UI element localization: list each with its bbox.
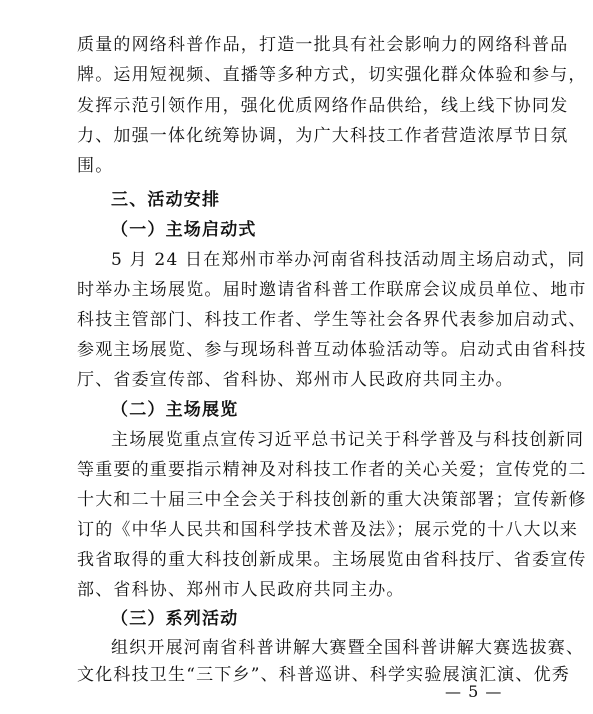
- page-number: — 5 —: [445, 682, 503, 701]
- section-heading: 三、活动安排: [111, 190, 221, 210]
- body-text-line: 我省取得的重大科技创新成果。主场展览由省科技厅、省委宣传: [77, 550, 587, 570]
- body-text-line: 5 月 24 日在郑州市举办河南省科技活动周主场启动式，同: [111, 250, 586, 270]
- body-text-line: 文化科技卫生“三下乡”、科普巡讲、科学实验展演汇演、优秀: [77, 665, 570, 685]
- body-text-line: 主场展览重点宣传习近平总书记关于科学普及与科技创新同: [111, 430, 585, 450]
- body-text-line: 围。: [77, 156, 114, 176]
- body-text-line: 牌。运用短视频、直播等多种方式，切实强化群众体验和参与，: [77, 65, 587, 85]
- body-text-line: 等重要的重要指示精神及对科技工作者的关心关爱；宣传党的二: [77, 460, 587, 480]
- body-text-line: 力、加强一体化统筹协调，为广大科技工作者营造浓厚节日氛: [77, 126, 569, 146]
- body-text-line: 订的《中华人民共和国科学技术普及法》；展示党的十八大以来: [77, 520, 579, 540]
- subsection-heading: （三）系列活动: [111, 609, 239, 629]
- body-text-line: 部、省科协、郑州市人民政府共同主办。: [77, 580, 405, 600]
- body-text-line: 厅、省委宣传部、省科协、郑州市人民政府共同主办。: [77, 370, 514, 390]
- body-text-line: 发挥示范引领作用，强化优质网络作品供给，线上线下协同发: [77, 96, 569, 116]
- body-text-line: 十大和二十届三中全会关于科技创新的重大决策部署；宣传新修: [77, 490, 587, 510]
- subsection-heading: （二）主场展览: [111, 400, 239, 420]
- subsection-heading: （一）主场启动式: [111, 220, 257, 240]
- body-text-line: 质量的网络科普作品，打造一批具有社会影响力的网络科普品: [77, 35, 569, 55]
- body-text-line: 参观主场展览、参与现场科普互动体验活动等。启动式由省科技: [77, 340, 587, 360]
- body-text-line: 时举办主场展览。届时邀请省科普工作联席会议成员单位、地市: [77, 280, 587, 300]
- body-text-line: 组织开展河南省科普讲解大赛暨全国科普讲解大赛选拔赛、: [111, 638, 585, 658]
- body-text-line: 科技主管部门、科技工作者、学生等社会各界代表参加启动式、: [77, 310, 587, 330]
